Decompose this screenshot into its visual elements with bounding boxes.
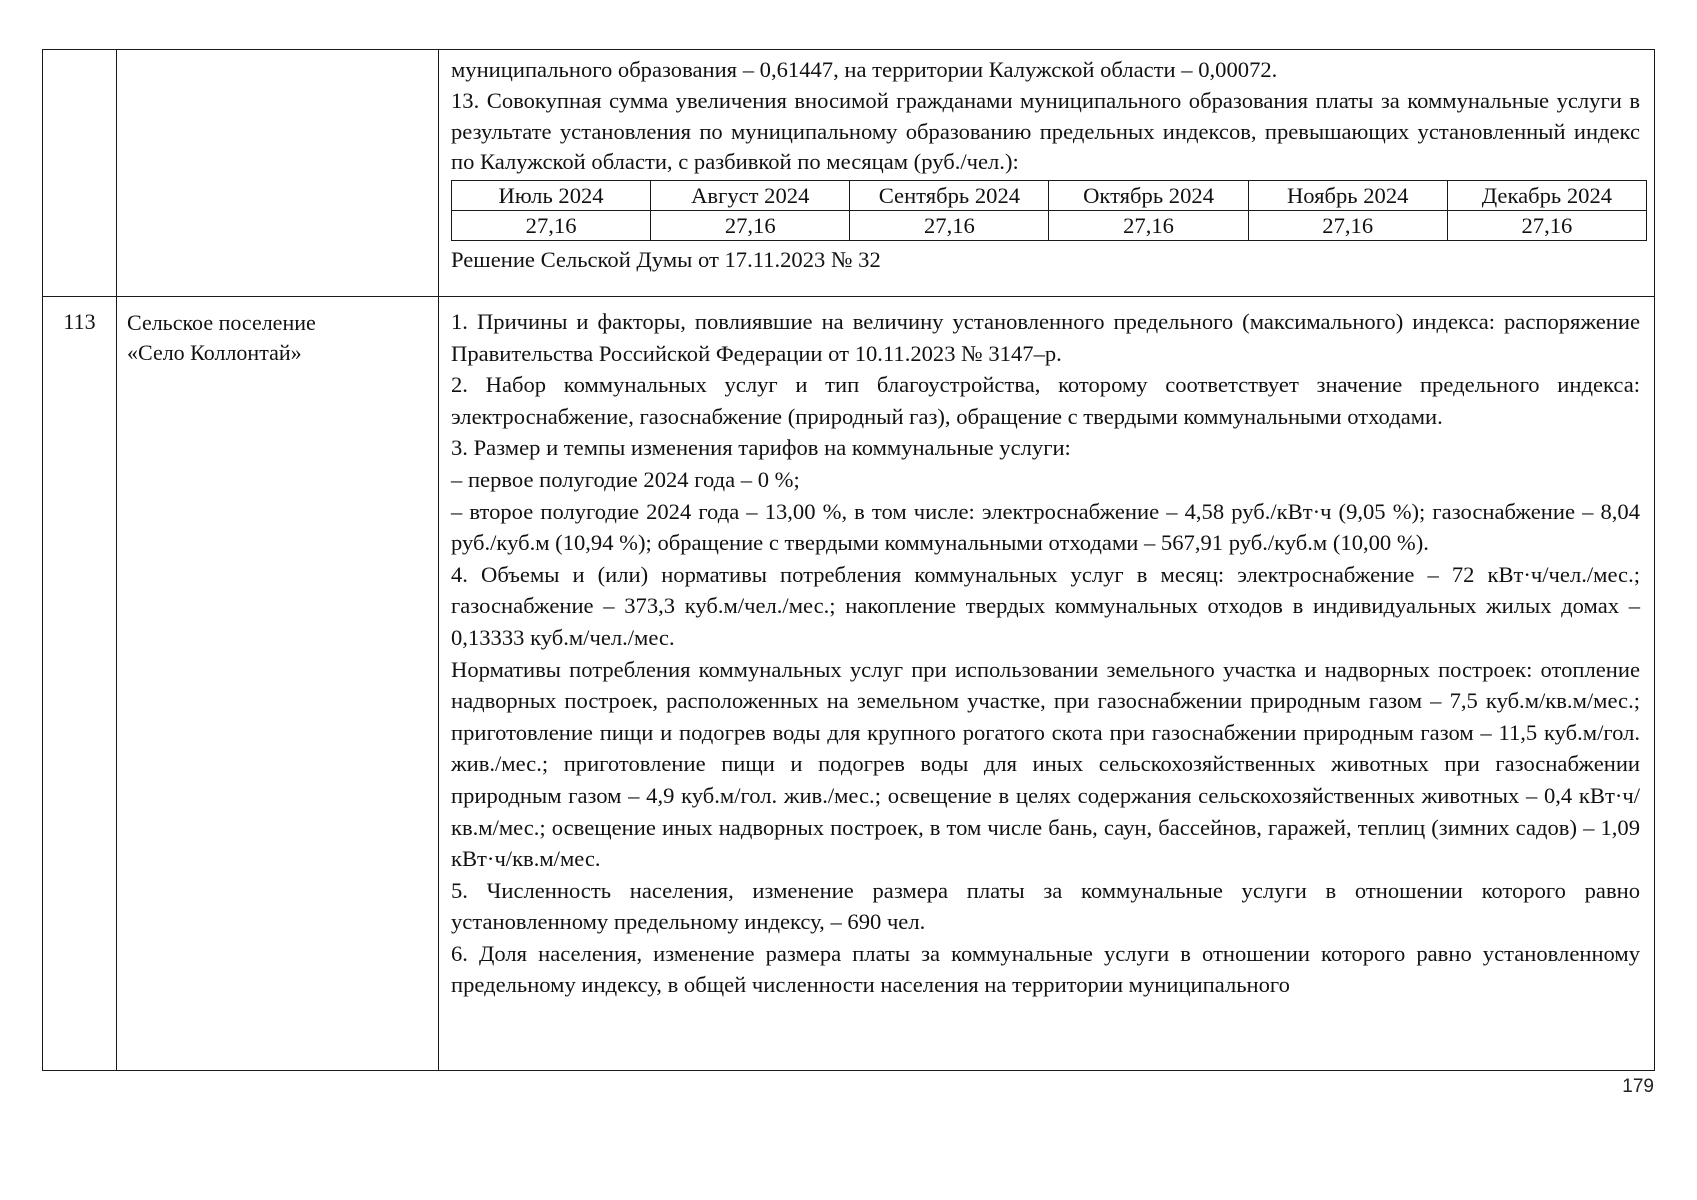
paragraph: 3. Размер и темпы изменения тарифов на коммунальные услуги: <box>451 435 1071 461</box>
municipality-name-line: Сельское поселение <box>127 310 316 335</box>
number-cell <box>43 50 117 297</box>
months-table <box>451 180 1647 241</box>
table-row <box>43 50 1655 297</box>
paragraph: Нормативы потребления коммунальных услуг при использовании земельного участка и надворных построек: отопление надворных построек, расположенных на земельном участке, при газоснабжении природным газом – 7,5 куб.м/кв.м/мес.; приготовление пищи и подогрев воды для крупного рогатого скота при газоснабжении природным газом – 11,5 куб.м/гол. жив./мес.; приготовление пищи и подогрев воды для иных сельскохозяйственных животных при газоснабжении природным газом – 4,9 куб.м/гол. жив./мес.; освещение в целях содержания сельскохозяйственных животных – 0,4 кВт·ч/кв.м/мес.; освещение иных надворных построек, в том числе бань, саун, бассейнов, гаражей, теплиц (зимних садов) – 1,09 кВт·ч/кв.м/мес. <box>451 656 1640 872</box>
paragraph: 5. Численность населения, изменение размера платы за коммунальные услуги в отношении которого равно установленному предельному индексу, – 690 чел. <box>451 877 1640 935</box>
month-header: Декабрь 2024 <box>1447 181 1646 211</box>
month-value: 27,16 <box>1049 211 1248 241</box>
page-number: 179 <box>1622 1076 1654 1097</box>
month-value: 27,16 <box>1447 211 1646 241</box>
municipality-name <box>117 297 439 1071</box>
paragraph: 6. Доля населения, изменение размера платы за коммунальные услуги в отношении которого равно установленному предельному индексу, в общей численности населения на территории муниципального <box>451 940 1640 998</box>
row-number: 113 <box>43 297 117 1071</box>
paragraph: – первое полугодие 2024 года – 0 %; <box>451 466 800 492</box>
decision-text: Решение Сельской Думы от 17.11.2023 № 32 <box>451 247 881 273</box>
municipality-cell <box>117 50 439 297</box>
paragraph: 13. Совокупная сумма увеличения вносимой гражданами муниципального образования платы за коммунальные услуги в результате установления по муниципальному образованию предельных индексов, превышающих установленный индекс по Калужской области, с разбивкой по месяцам (руб./чел.): <box>451 87 1640 175</box>
document-table <box>42 49 1655 1071</box>
month-value: 27,16 <box>1248 211 1447 241</box>
month-header: Июль 2024 <box>452 181 651 211</box>
paragraph: 4. Объемы и (или) нормативы потребления коммунальных услуг в месяц: электроснабжение – 72 кВт·ч/чел./мес.; газоснабжение – 373,3 куб.м/чел./мес.; накопление твердых коммунальных отходов в индивидуальных жилых домах – 0,13333 куб.м/чел./мес. <box>451 561 1640 650</box>
months-value-row <box>452 211 1647 241</box>
month-header: Август 2024 <box>651 181 850 211</box>
paragraph: – второе полугодие 2024 года – 13,00 %, в том числе: электроснабжение – 4,58 руб./кВт·ч (9,05 %); газоснабжение – 8,04 руб./куб.м (10,94 %); обращение с твердыми коммунальными отходами – 567,91 руб./куб.м (10,00 %). <box>451 498 1640 556</box>
month-header: Сентябрь 2024 <box>850 181 1049 211</box>
month-header: Октябрь 2024 <box>1049 181 1248 211</box>
paragraph: 1. Причины и факторы, повлиявшие на величину установленного предельного (максимального) индекса: распоряжение Правительства Российской Федерации от 10.11.2023 № 3147–р. <box>451 309 1640 366</box>
table-row <box>43 297 1655 1071</box>
month-value: 27,16 <box>651 211 850 241</box>
municipality-name-line: «Село Коллонтай» <box>127 340 302 365</box>
months-header-row <box>452 181 1647 211</box>
description-cell <box>439 297 1655 1071</box>
paragraph: муниципального образования – 0,61447, на территории Калужской области – 0,00072. <box>451 57 1278 82</box>
description-cell <box>439 50 1655 297</box>
month-value: 27,16 <box>850 211 1049 241</box>
paragraph: 2. Набор коммунальных услуг и тип благоустройства, которому соответствует значение предельного индекса: электроснабжение, газоснабжение (природный газ), обращение с твердыми коммунальными отходами. <box>451 372 1640 429</box>
month-value: 27,16 <box>452 211 651 241</box>
month-header: Ноябрь 2024 <box>1248 181 1447 211</box>
